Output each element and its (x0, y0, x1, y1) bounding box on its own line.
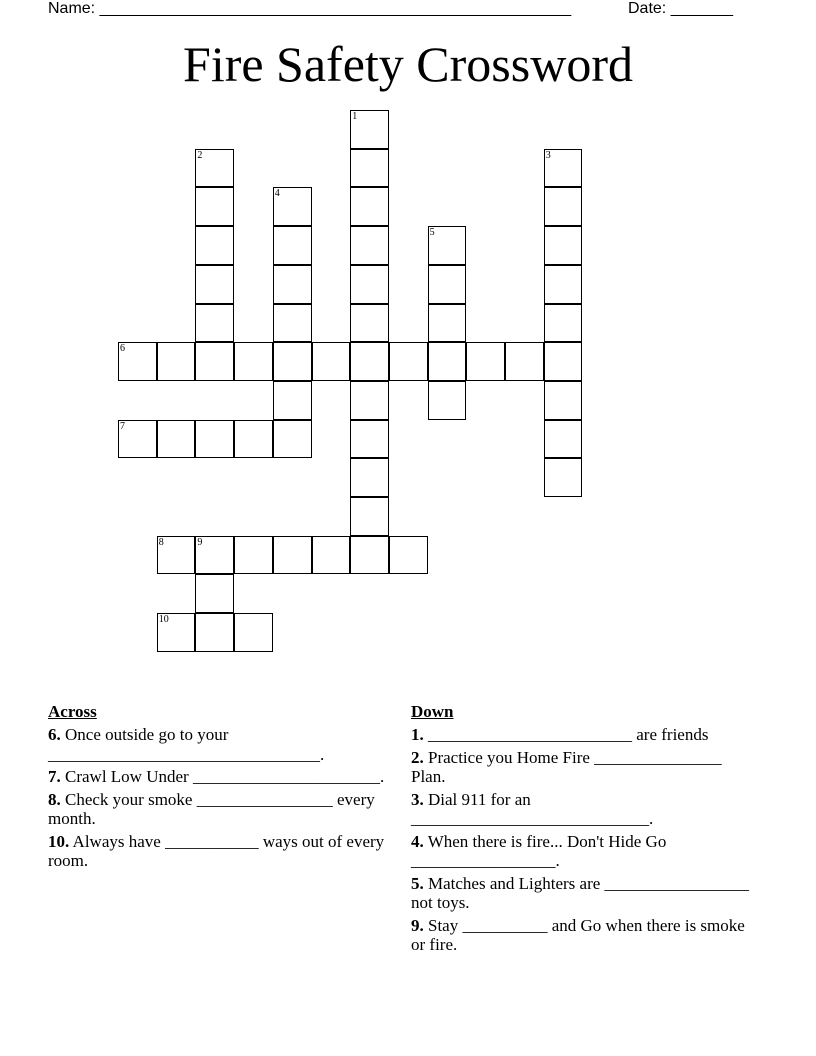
grid-cell[interactable] (312, 342, 351, 381)
grid-cell[interactable] (350, 420, 389, 459)
grid-cell[interactable] (350, 149, 389, 188)
grid-cell[interactable] (350, 304, 389, 343)
grid-cell[interactable] (234, 613, 273, 652)
grid-cell[interactable] (544, 420, 583, 459)
clue-text: Always have ___________ ways out of every room. (48, 831, 385, 870)
grid-cell[interactable] (389, 536, 428, 575)
clue-number: 7. (48, 767, 61, 786)
grid-cell[interactable] (195, 420, 234, 459)
grid-cell[interactable] (350, 381, 389, 420)
clue-number: 4. (411, 831, 424, 851)
clue-text: Practice you Home Fire _______________ Plan. (411, 747, 722, 786)
clue-text: Once outside go to your ________________________________. (48, 725, 325, 764)
clue-across-8 (48, 790, 393, 829)
grid-cell[interactable] (350, 110, 389, 149)
grid-cell[interactable] (544, 342, 583, 381)
clue-across-6 (48, 725, 393, 764)
grid-cell[interactable] (195, 149, 234, 188)
grid-cell[interactable] (428, 342, 467, 381)
grid-cell[interactable] (350, 265, 389, 304)
grid-cell[interactable] (350, 342, 389, 381)
grid-cell[interactable] (350, 187, 389, 226)
clue-down-4 (411, 832, 756, 871)
grid-cell[interactable] (544, 381, 583, 420)
cell-number: 10 (158, 614, 169, 626)
grid-cell[interactable] (195, 304, 234, 343)
grid-cell[interactable] (544, 187, 583, 226)
grid-cell[interactable] (234, 420, 273, 459)
cell-number: 2 (197, 149, 203, 161)
clue-down-3 (411, 790, 756, 829)
grid-cell[interactable] (234, 342, 273, 381)
grid-cell[interactable] (157, 613, 196, 652)
page-title: Fire Safety Crossword (183, 36, 633, 92)
grid-cell[interactable] (195, 613, 234, 652)
grid-cell[interactable] (157, 342, 196, 381)
clue-number: 10. (48, 831, 70, 851)
cell-number: 5 (429, 227, 435, 239)
grid-cell[interactable] (195, 574, 234, 613)
clue-across-7 (48, 767, 393, 787)
grid-cell[interactable] (428, 226, 467, 265)
grid-cell[interactable] (273, 381, 312, 420)
across-clues (48, 702, 393, 874)
grid-cell[interactable] (389, 342, 428, 381)
grid-cell[interactable] (350, 458, 389, 497)
grid-cell[interactable] (505, 342, 544, 381)
cell-number: 9 (197, 536, 203, 548)
grid-cell[interactable] (544, 226, 583, 265)
clue-number: 6. (48, 725, 61, 744)
name-field[interactable]: Name: _____________________________________________________ (48, 0, 572, 17)
clue-number: 1. (411, 725, 424, 744)
clue-down-9 (411, 916, 756, 955)
grid-cell[interactable] (195, 536, 234, 575)
grid-cell[interactable] (544, 149, 583, 188)
grid-cell[interactable] (466, 342, 505, 381)
clue-text: ________________________ are friends (423, 725, 709, 744)
grid-cell[interactable] (350, 497, 389, 536)
clue-text: When there is fire... Don't Hide Go _________________. (411, 831, 667, 870)
cell-number: 4 (274, 188, 280, 200)
clue-text: Matches and Lighters are _________________ not toys. (411, 873, 750, 912)
grid-cell[interactable] (273, 304, 312, 343)
grid-cell[interactable] (428, 304, 467, 343)
clue-text: Stay __________ and Go when there is smoke or fire. (411, 915, 745, 954)
cell-number: 8 (158, 536, 164, 548)
grid-cell[interactable] (273, 536, 312, 575)
grid-cell[interactable] (350, 226, 389, 265)
cell-number: 6 (120, 343, 125, 355)
grid-cell[interactable] (195, 226, 234, 265)
grid-cell[interactable] (157, 536, 196, 575)
grid-cell[interactable] (157, 420, 196, 459)
clue-text: Crawl Low Under ______________________. (60, 767, 385, 786)
across-heading: Across (48, 702, 97, 721)
date-field[interactable]: Date: _______ (628, 0, 733, 17)
clue-down-1 (411, 725, 756, 745)
grid-cell[interactable] (428, 381, 467, 420)
grid-cell[interactable] (195, 187, 234, 226)
clue-number: 8. (48, 789, 61, 809)
clue-down-5 (411, 874, 756, 913)
cell-number: 1 (352, 111, 358, 122)
grid-cell[interactable] (234, 536, 273, 575)
grid-cell[interactable] (350, 536, 389, 575)
clue-number: 5. (411, 873, 424, 893)
clue-text: Dial 911 for an ____________________________. (411, 789, 654, 828)
clue-across-10 (48, 832, 393, 871)
grid-cell[interactable] (544, 265, 583, 304)
grid-cell[interactable] (273, 265, 312, 304)
down-clues (411, 702, 756, 958)
grid-cell[interactable] (118, 420, 157, 459)
cell-number: 7 (120, 420, 125, 432)
grid-cell[interactable] (273, 226, 312, 265)
cell-number: 3 (545, 149, 551, 161)
grid-cell[interactable] (195, 342, 234, 381)
clue-text: Check your smoke ________________ every month. (48, 789, 375, 828)
grid-cell[interactable] (544, 304, 583, 343)
clue-number: 9. (411, 915, 424, 935)
down-heading: Down (411, 702, 454, 721)
clue-number: 3. (411, 789, 424, 809)
grid-cell[interactable] (118, 342, 157, 381)
clue-down-2 (411, 748, 756, 787)
grid-cell[interactable] (544, 458, 583, 497)
grid-cell[interactable] (273, 187, 312, 226)
grid-cell[interactable] (273, 342, 312, 381)
clue-number: 2. (411, 747, 424, 767)
grid-cell[interactable] (312, 536, 351, 575)
grid-cell[interactable] (273, 420, 312, 459)
grid-cell[interactable] (428, 265, 467, 304)
grid-cell[interactable] (195, 265, 234, 304)
